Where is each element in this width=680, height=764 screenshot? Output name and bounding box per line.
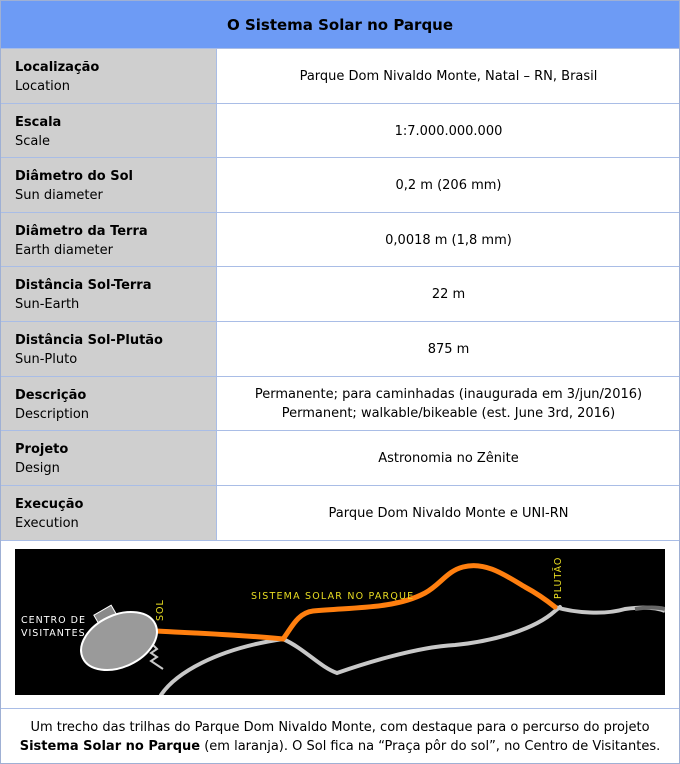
infobox-title	[1, 1, 679, 48]
row-value	[218, 431, 679, 486]
row-label-pt: Distância Sol-Plutão	[15, 333, 163, 348]
row-value-line: Parque Dom Nivaldo Monte e UNI-RN	[328, 505, 569, 521]
row-value-line: 0,0018 m (1,8 mm)	[385, 232, 512, 248]
row-label-pt: Escala	[15, 115, 62, 130]
info-row	[1, 376, 679, 431]
row-value-line: 875 m	[427, 342, 470, 357]
visitor-center-building	[72, 601, 166, 682]
pluto-label: PLUTÃO	[553, 556, 564, 599]
row-value	[218, 49, 679, 104]
row-label-en: Sun-Pluto	[15, 352, 78, 367]
row-label-en: Sun diameter	[15, 188, 103, 203]
row-label	[1, 267, 217, 322]
info-row	[1, 430, 679, 486]
trail-map	[15, 549, 665, 695]
visitor-center-label-line1: CENTRO DE	[21, 615, 86, 626]
row-value	[218, 158, 679, 213]
row-label-pt: Execução	[15, 497, 84, 512]
row-label-pt: Localização	[15, 60, 100, 75]
sol-label: SOL	[155, 599, 166, 621]
caption-part2: (em laranja). O Sol fica na “Praça pôr do sol”, no Centro de Visitantes.	[200, 739, 661, 754]
trail-title-label: SISTEMA SOLAR NO PARQUE	[251, 591, 415, 602]
orange-trail	[155, 566, 555, 639]
row-value	[218, 213, 679, 267]
gray-trail-fade	[635, 608, 665, 610]
row-label	[1, 377, 217, 431]
row-value	[218, 486, 679, 540]
row-label-pt: Diâmetro da Terra	[15, 224, 148, 239]
row-value	[218, 267, 679, 322]
row-label-pt: Descrição	[15, 388, 87, 403]
row-value-line: 1:7.000.000.000	[394, 123, 503, 139]
row-label-en: Design	[15, 461, 60, 476]
row-label-en: Sun-Earth	[15, 297, 80, 312]
info-row	[1, 321, 679, 377]
info-row	[1, 266, 679, 322]
row-value-line: Astronomia no Zênite	[378, 451, 519, 466]
map-section	[1, 540, 679, 709]
row-value	[218, 104, 679, 158]
caption-part1: Um trecho das trilhas do Parque Dom Nivaldo Monte, com destaque para o percurso do projeto	[30, 720, 650, 735]
info-row	[1, 48, 679, 104]
row-label-pt: Distância Sol-Terra	[15, 278, 152, 293]
row-label	[1, 322, 217, 377]
trail-map-svg	[15, 549, 665, 695]
row-value	[218, 322, 679, 377]
row-label	[1, 431, 217, 486]
row-value-line: Permanente; para caminhadas (inaugurada em 3/jun/2016)	[254, 387, 643, 402]
row-label-en: Description	[15, 407, 90, 422]
row-value-line: Parque Dom Nivaldo Monte, Natal – RN, Brasil	[299, 69, 598, 84]
row-label	[1, 213, 217, 267]
caption	[1, 708, 679, 763]
row-value-line: Permanent; walkable/bikeable (est. June 3rd, 2016)	[281, 406, 616, 421]
visitor-center-label-line2: VISITANTES	[21, 628, 86, 639]
row-label	[1, 104, 217, 158]
row-label	[1, 486, 217, 540]
row-label-en: Earth diameter	[15, 243, 113, 258]
title-text: O Sistema Solar no Parque	[226, 15, 454, 34]
row-label	[1, 158, 217, 213]
row-value-line: 22 m	[431, 287, 466, 302]
caption-bold: Sistema Solar no Parque	[19, 739, 201, 754]
info-row	[1, 485, 679, 540]
info-row	[1, 157, 679, 213]
info-row	[1, 212, 679, 267]
row-value	[218, 377, 679, 431]
info-row	[1, 103, 679, 158]
row-label-en: Location	[15, 79, 70, 94]
row-value-line: 0,2 m (206 mm)	[395, 178, 502, 193]
row-label	[1, 49, 217, 104]
row-label-pt: Diâmetro do Sol	[15, 169, 133, 184]
row-label-en: Scale	[15, 134, 50, 149]
row-label-en: Execution	[15, 516, 79, 531]
row-label-pt: Projeto	[15, 442, 69, 457]
gray-trail-lower	[161, 607, 560, 695]
